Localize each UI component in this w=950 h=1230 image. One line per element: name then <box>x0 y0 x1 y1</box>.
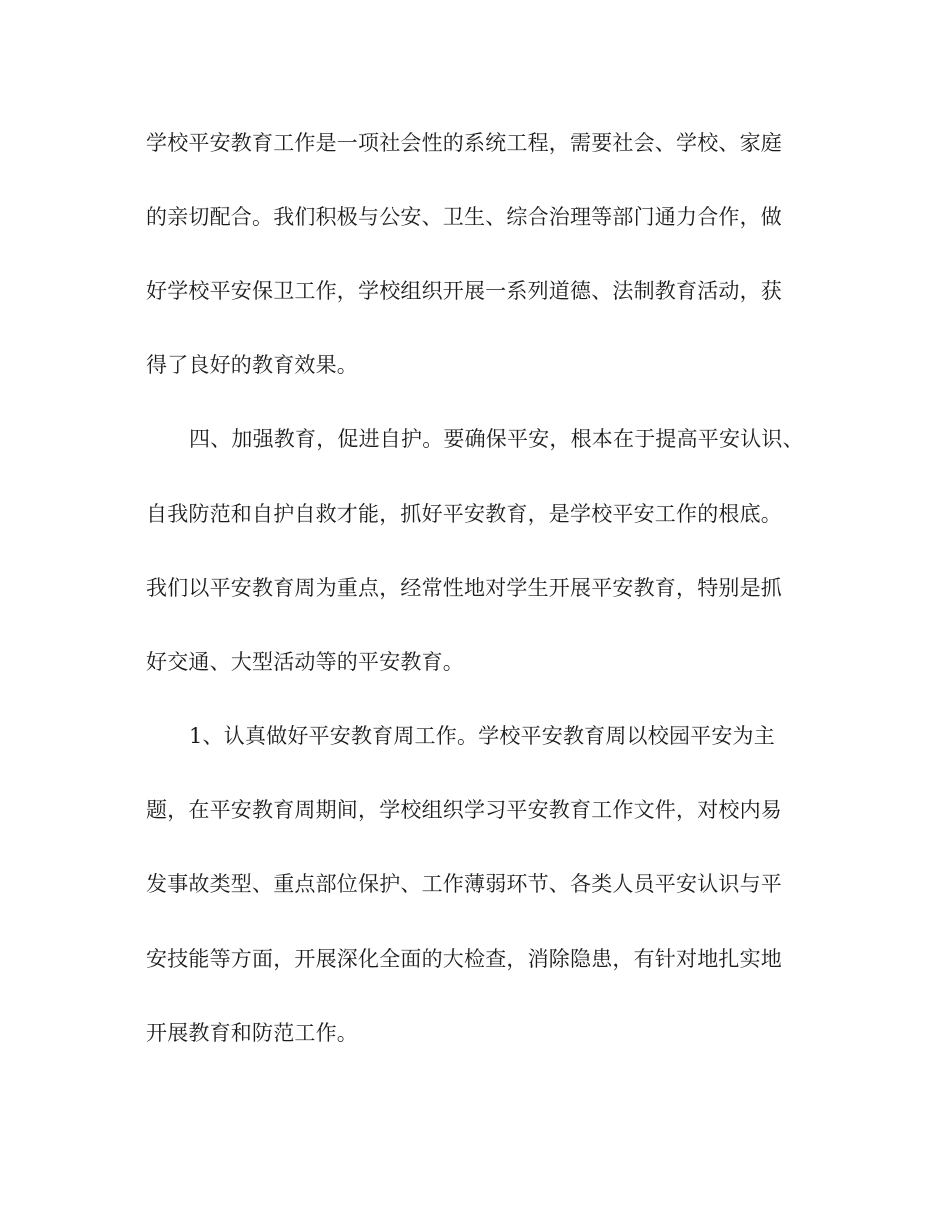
paragraph-line: 安技能等方面，开展深化全面的大检查，消除隐患，有针对地扎实地 <box>146 947 782 971</box>
paragraph-line: 学校平安教育工作是一项社会性的系统工程，需要社会、学校、家庭 <box>146 131 782 155</box>
paragraph-line: 自我防范和自护自救才能，抓好平安教育，是学校平安工作的根底。 <box>146 502 782 526</box>
paragraph-line: 1、认真做好平安教育周工作。学校平安教育周以校园平安为主 <box>189 724 775 748</box>
paragraph-line: 我们以平安教育周为重点，经常性地对学生开展平安教育，特别是抓 <box>146 576 782 600</box>
paragraph-line: 开展教育和防范工作。 <box>146 1021 358 1045</box>
paragraph-line: 的亲切配合。我们积极与公安、卫生、综合治理等部门通力合作，做 <box>146 205 782 229</box>
paragraph-line: 发事故类型、重点部位保护、工作薄弱环节、各类人员平安认识与平 <box>146 872 782 896</box>
paragraph-line: 好交通、大型活动等的平安教育。 <box>146 650 464 674</box>
paragraph-line: 得了良好的教育效果。 <box>146 353 358 377</box>
paragraph-line: 题，在平安教育周期间，学校组织学习平安教育工作文件，对校内易 <box>146 798 782 822</box>
paragraph-line: 四、加强教育，促进自护。要确保平安，根本在于提高平安认识、 <box>189 427 804 451</box>
paragraph-line: 好学校平安保卫工作，学校组织开展一系列道德、法制教育活动，获 <box>146 279 782 303</box>
